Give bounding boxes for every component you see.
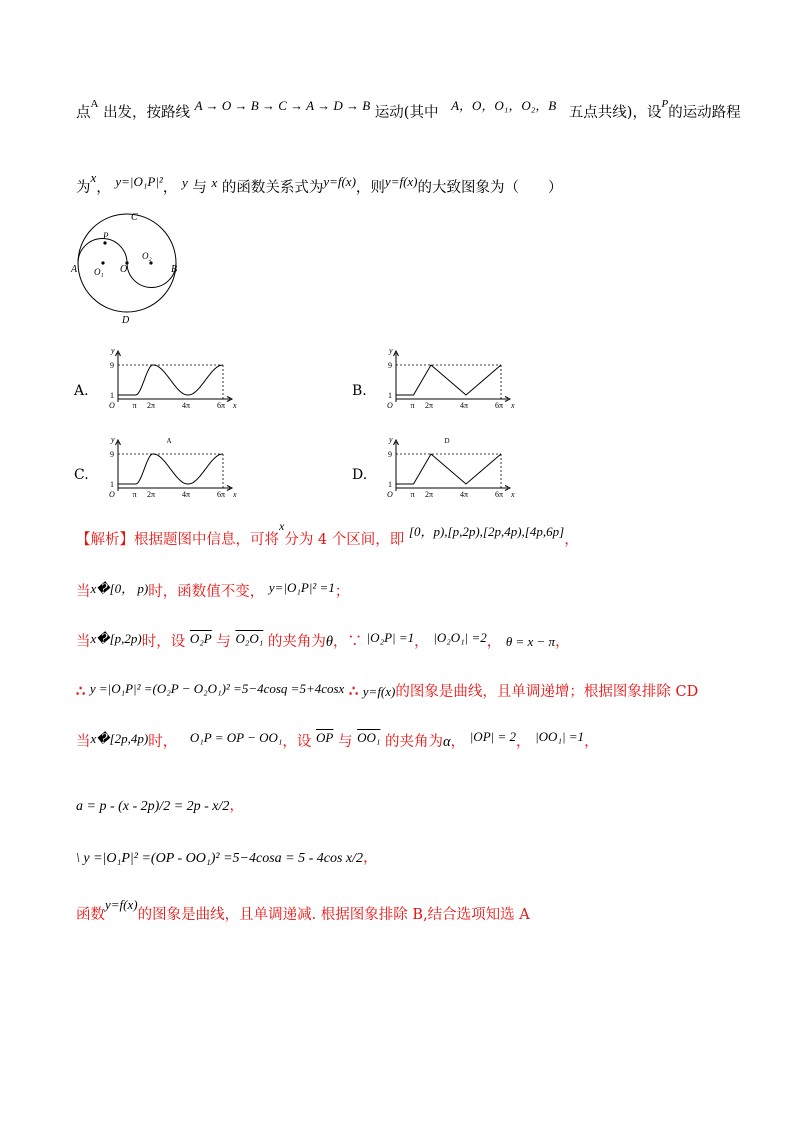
sol-text: 的图象是曲线，且单调递减. 根据图象排除 B,结合选项知选 A — [137, 907, 530, 923]
solution-line-8 — [76, 897, 530, 924]
q-text: 为 — [76, 179, 91, 196]
yin-yang-figure — [68, 205, 193, 330]
function-curve — [396, 454, 501, 484]
x-tick-label: π — [410, 490, 415, 498]
sol-vector: $\overline{OP}$ — [316, 730, 334, 745]
sol-magnitude: |OO₁| =1 — [535, 729, 585, 744]
q-collinear-points: A，O，O₁，O₂，B — [451, 98, 557, 113]
q-point-p: P — [661, 98, 669, 111]
sol-text: 与 — [216, 634, 231, 650]
q-text: 的函数关系式为 — [221, 179, 324, 196]
sol-text: ， — [515, 734, 531, 750]
origin-label: O — [387, 401, 393, 409]
label-o1: O₁ — [94, 267, 104, 277]
option-b-graph[interactable] — [378, 347, 518, 409]
question-line-2 — [76, 170, 563, 197]
sol-text: 时， — [148, 734, 178, 750]
sol-vector: OO₁ — [357, 730, 381, 745]
label-c: C — [131, 212, 138, 223]
sol-fx: y=f(x) — [362, 684, 396, 699]
sol-text: 的夹角为 — [385, 734, 443, 750]
sol-vector-eq: O₁P = OP − OO₁ — [189, 730, 283, 745]
label-d: D — [122, 315, 130, 326]
x-axis-label: x — [511, 490, 515, 498]
sol-interval: x�[p,2p) — [90, 631, 142, 646]
graph-mark: A — [166, 437, 172, 445]
q-formula: y=|O₁P|² — [115, 173, 163, 189]
x-axis-label: x — [233, 490, 237, 498]
sol-text: 当 — [76, 584, 91, 600]
y-tick-9: 9 — [388, 361, 392, 370]
sol-alpha: α — [443, 734, 451, 750]
option-d-label[interactable]: D. — [352, 467, 368, 483]
y-axis-label: y — [111, 347, 115, 355]
q-point-a: A — [90, 98, 99, 111]
sol-text: ， — [229, 798, 244, 814]
label-a: A — [71, 264, 78, 275]
x-tick-label: 2π — [425, 490, 434, 498]
solution-line-7 — [76, 846, 378, 867]
q-text: ， — [162, 179, 178, 196]
sol-text: 时，设 — [141, 634, 186, 650]
sol-text: 函数 — [76, 907, 105, 923]
point-o1 — [101, 261, 104, 264]
sol-text: 时，函数值不变， — [148, 584, 265, 600]
x-tick-label: π — [132, 490, 137, 498]
x-tick-label: 4π — [182, 490, 191, 498]
q-route: A → O → B → C → A → D → B — [194, 98, 371, 113]
y-axis-label: y — [111, 436, 115, 444]
x-tick-label: 4π — [182, 401, 191, 409]
origin-label: O — [387, 490, 393, 498]
sol-text: 当 — [76, 634, 91, 650]
sol-equation: y =|O₁P|² =(O₂P − O₂O₁)² =5−4cosq =5+4cosx — [89, 681, 345, 696]
q-text: 五点共线)，设 — [568, 105, 662, 121]
sol-interval: x�[2p,4p) — [90, 731, 149, 746]
option-d-graph[interactable] — [378, 436, 518, 498]
sol-alpha-eq: a = p - (x - 2p)/2 = 2p - x/2 — [76, 799, 230, 814]
question-line-1 — [76, 98, 741, 122]
x-tick-label: π — [410, 401, 415, 409]
solution-line-6 — [76, 794, 244, 815]
sol-vector: O₂P — [189, 631, 212, 646]
sol-text: ，∵ — [333, 634, 362, 650]
sol-text: 与 — [337, 734, 353, 750]
q-text: ，则 — [355, 179, 385, 196]
x-tick-label: 2π — [425, 401, 434, 409]
sol-var-x: x — [279, 519, 285, 533]
option-a-label[interactable]: A. — [74, 383, 89, 399]
label-b: B — [171, 264, 178, 275]
y-tick-1: 1 — [388, 391, 392, 400]
solution-line-5 — [76, 730, 599, 751]
q-text: 运动(其中 — [374, 105, 439, 121]
x-tick-label: 4π — [460, 401, 469, 409]
sol-magnitude: |O₂P| =1 — [366, 630, 415, 645]
q-text: ， — [96, 179, 111, 196]
x-axis-label: x — [511, 401, 515, 409]
sol-text: ； — [334, 584, 350, 600]
sol-fx: y=f(x) — [105, 897, 138, 912]
sol-therefore: ∴ — [348, 683, 359, 700]
y-tick-1: 1 — [110, 480, 114, 489]
sol-text: ，设 — [282, 734, 312, 750]
label-p: P — [103, 231, 109, 241]
option-b-label[interactable]: B. — [352, 383, 367, 399]
solution-line-1 — [76, 519, 579, 549]
q-fx: y=f(x) — [384, 173, 418, 189]
y-tick-9: 9 — [110, 450, 114, 459]
x-axis-label: x — [233, 401, 237, 409]
sol-text: 的图象是曲线，且单调递增；根据图象排除 CD — [395, 684, 699, 700]
sol-theta: θ — [325, 634, 333, 650]
sol-vector: O₂O₁ — [235, 631, 264, 646]
graph-mark: D — [444, 437, 450, 445]
sol-equation: y=|O₁P|² =1 — [268, 580, 335, 595]
q-var-x: x — [90, 170, 97, 185]
x-tick-label: 6π — [217, 490, 226, 498]
q-var-x: x — [211, 174, 218, 190]
sol-text: 的夹角为 — [267, 634, 326, 650]
function-curve — [396, 365, 501, 395]
sol-text: ， — [414, 634, 429, 650]
y-tick-9: 9 — [110, 361, 114, 370]
option-c-label[interactable]: C. — [74, 467, 89, 483]
option-a-graph[interactable] — [100, 347, 240, 409]
function-curve — [118, 454, 223, 484]
origin-label: O — [109, 490, 115, 498]
label-o2: O₂ — [142, 251, 152, 261]
q-fx: y=f(x) — [323, 173, 356, 189]
q-text: 与 — [192, 179, 207, 196]
sol-magnitude: |OP| = 2 — [469, 729, 516, 744]
sol-interval: x�[0， p) — [90, 581, 149, 596]
sol-text: ， — [363, 850, 378, 866]
function-curve — [118, 365, 223, 395]
y-axis-label: y — [389, 436, 393, 444]
x-tick-label: 6π — [495, 401, 504, 409]
y-axis-label: y — [389, 347, 393, 355]
q-text: 的运动路程 — [668, 105, 741, 121]
solution-line-4 — [76, 680, 698, 701]
sol-text: ， — [486, 634, 502, 650]
sol-text: ， — [450, 734, 466, 750]
sol-text: ， — [584, 734, 599, 750]
sol-equation: \ y =|O₁P|² =(OP - OO₁)² =5−4cosa = 5 - 4cos x/2 — [76, 851, 364, 866]
x-tick-label: 6π — [217, 401, 226, 409]
sol-therefore: ∴ — [76, 683, 86, 700]
sol-text: 分为 4 个区间，即 — [284, 531, 405, 548]
x-tick-label: 2π — [147, 401, 156, 409]
sol-intervals: [0，p),[p,2p),[2p,4p),[4p,6p] — [408, 523, 565, 539]
label-o: O — [120, 264, 128, 275]
solution-line-2 — [76, 580, 349, 601]
point-o2 — [149, 261, 152, 264]
x-tick-label: 6π — [495, 490, 504, 498]
sol-text: ， — [555, 634, 570, 650]
y-tick-1: 1 — [388, 480, 392, 489]
y-tick-1: 1 — [110, 391, 114, 400]
y-tick-9: 9 — [388, 450, 392, 459]
sol-text: 当 — [76, 734, 91, 750]
point-p — [103, 241, 106, 244]
q-text: 的大致图象为（ ） — [417, 179, 563, 196]
option-c-graph[interactable] — [100, 436, 240, 498]
x-tick-label: π — [132, 401, 137, 409]
sol-theta-eq: θ = x − π — [505, 634, 556, 649]
origin-label: O — [109, 401, 115, 409]
q-var-y: y — [181, 174, 188, 190]
sol-magnitude: |O₂O₁| =2 — [433, 630, 487, 645]
solution-line-3 — [76, 630, 570, 651]
x-tick-label: 4π — [460, 490, 469, 498]
sol-text: ， — [564, 531, 579, 548]
x-tick-label: 2π — [147, 490, 156, 498]
q-text: 出发，按路线 — [103, 105, 191, 121]
sol-text: 【解析】根据题图中信息，可将 — [76, 531, 279, 548]
q-text: 点 — [76, 105, 91, 121]
